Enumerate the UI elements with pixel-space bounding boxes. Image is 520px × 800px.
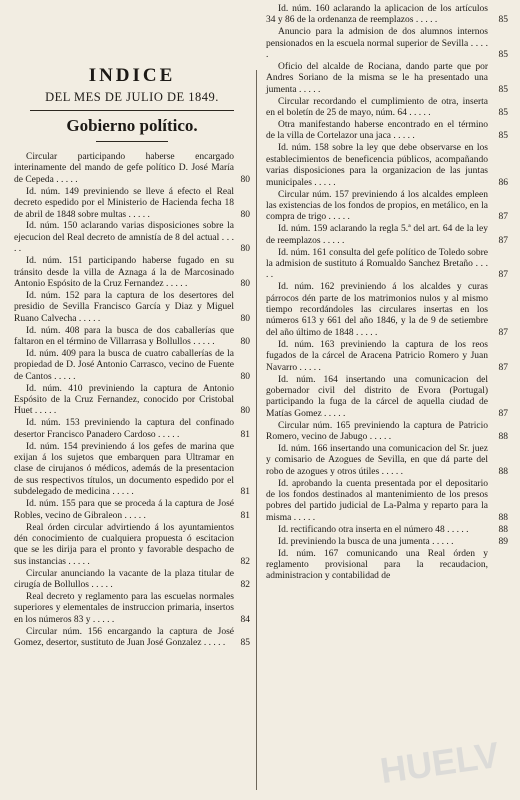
page-number: 85: [498, 15, 508, 26]
index-entry: [14, 384, 250, 418]
entry-text: Circular anunciando la vacante de la plaza titular de cirugía de Bollullos: [14, 568, 234, 591]
page-number: 82: [240, 556, 250, 567]
entry-text: Id. núm. 154 previniendo á los gefes de marina que exijan á los sujetos que embarquen para Ultramar en clase de cirujanos ó médicos, además de la presentacion de sus respectivos títulos, un documento espedido por el subdelegado de medicina: [14, 441, 234, 498]
page-number: 84: [240, 614, 250, 625]
index-title: INDICE: [88, 65, 176, 86]
page-number: 80: [240, 371, 250, 382]
page-number: 87: [498, 408, 508, 419]
left-entry-list: [14, 152, 250, 649]
index-entry: [266, 97, 508, 120]
title-rule: [30, 110, 234, 111]
entry-text: Real órden circular advirtiendo á los ayuntamientos dén conocimiento de cualquiera propuesta ó escitacion que se les dirija para el pronto y favorable despacho de sus instancias: [14, 522, 234, 567]
entry-text: Real decreto y reglamento para las escuelas normales superiores y elementales de instruccion primaria, insertos en los números 83 y: [14, 591, 234, 625]
index-entry: [266, 537, 508, 548]
index-entry: [14, 569, 250, 592]
page-number: 81: [240, 510, 250, 521]
leader-dots: . . . . .: [321, 408, 346, 419]
entry-text: Circular recordando el cumplimiento de otra, inserta en el boletín de 25 de mayo, núm. 64: [266, 96, 488, 119]
entry-text: Id. aprobando la cuenta presentada por el depositario de los fondos destinados al mantenimiento de los presos pobres del partido judicial de La-Palma y reparto para la misma: [266, 478, 488, 523]
index-entry: [266, 62, 508, 96]
leader-dots: . . . . .: [190, 337, 215, 347]
page-number: 81: [240, 487, 250, 498]
leader-dots: . . . . .: [88, 580, 113, 591]
leader-dots: . . . . .: [126, 209, 150, 220]
entry-text: Id. núm. 161 consulta del gefe político de Toledo sobre la admision de sustituto á Romualdo Sanchez Bretaño: [266, 247, 488, 269]
index-entry: [266, 340, 508, 374]
page-number: 87: [498, 235, 508, 246]
leader-dots: . . . . .: [413, 15, 438, 26]
index-entry: [266, 27, 508, 61]
leader-dots: . . . . .: [51, 371, 76, 382]
leader-dots: . . . . .: [297, 362, 321, 373]
index-entry: [14, 442, 250, 499]
entry-text: Id. núm. 155 para que se proceda á la captura de José Robles, vecino de Gibraleon: [14, 499, 234, 521]
index-entry: [266, 525, 508, 536]
index-entry: [14, 256, 250, 290]
entry-text: Circular participando haberse encargado interinamente del mando de gefe político D. José María de Cepeda: [14, 152, 234, 185]
index-entry: [266, 421, 508, 444]
right-entry-list: [266, 4, 508, 583]
index-entry: [266, 375, 508, 421]
entry-text: Id. núm. 410 previniendo la captura de Antonio Espósito de la Cruz Fernandez, conocido por Cristobal Huet: [14, 383, 234, 417]
entry-text: Id. núm. 409 para la busca de cuatro caballerías de la propiedad de D. José Antonio Carrasco, vecino de Fuente de Cantos: [14, 348, 234, 382]
index-entry: [266, 479, 508, 525]
page-number: 88: [498, 432, 508, 443]
entry-text: Circular núm. 165 previniendo la captura de Patricio Romero, vecino de Jabugo: [266, 420, 488, 443]
leader-dots: . . . . .: [155, 429, 180, 440]
index-entry: [14, 221, 250, 255]
index-entry: [266, 549, 508, 583]
page-number: 87: [498, 212, 508, 223]
entry-text: Id. rectificando otra inserta en el número 48: [278, 524, 445, 535]
entry-text: Id. núm. 164 insertando una comunicacion del gobernador civil del distrito de Evora (Portugal) participando la fuga de la cárcel de aquella ciudad de Matías Gomez: [266, 374, 488, 419]
page-number: 87: [498, 362, 508, 373]
page-number: 86: [498, 177, 508, 188]
entry-text: Circular núm. 156 encargando la captura de José Gomez, desertor, sustituto de Juan José Gonzalez: [14, 626, 234, 649]
entry-text: Circular núm. 157 previniendo á los alcaldes empleen las existencias de los fondos de propios, en metálico, en la compra de trigo: [266, 189, 488, 223]
leader-dots: . . . . .: [326, 212, 350, 223]
entry-text: Id. núm. 153 previniendo la captura del confinado desertor Francisco Panadero Cardoso: [14, 418, 234, 440]
page-number: 80: [240, 313, 250, 324]
library-watermark: HUELV: [377, 733, 502, 792]
page-number: 87: [498, 270, 508, 281]
entry-text: Otra manifestando haberse encontrado en el término de la villa de Cortelazor una jaca: [266, 120, 488, 142]
column-divider: [256, 70, 257, 790]
index-subtitle: DEL MES DE JULIO DE 1849.: [45, 90, 219, 104]
index-entry: [14, 499, 250, 522]
right-column: [266, 0, 508, 800]
index-entry: [14, 152, 250, 186]
entry-text: Id. núm. 163 previniendo la captura de los reos fugados de la cárcel de Aracena Patricio Romero y Juan Navarro: [266, 339, 488, 373]
entry-text: Id. núm. 150 aclarando varias disposiciones sobre la ejecucion del Real decreto de amnistía de 8 del actual: [14, 221, 234, 243]
index-entry: [266, 4, 508, 27]
index-entry: [266, 190, 508, 224]
page-number: 80: [240, 174, 250, 185]
page-number: 80: [240, 406, 250, 417]
entry-text: Oficio del alcalde de Rociana, dando parte que por Andres Soriano de la misma se le ha presentado una jumenta: [266, 62, 488, 95]
page-number: 80: [240, 244, 250, 255]
entry-text: Id. núm. 160 aclarando la aplicacion de los artículos 34 y 86 de la ordenanza de reemplazos: [266, 4, 488, 26]
leader-dots: . . . . .: [110, 487, 134, 498]
entry-text: Id. núm. 408 para la busca de dos caballerías que faltaron en el término de Villarrasa y Bollullos: [14, 325, 234, 347]
leader-dots: . . . . .: [122, 510, 146, 521]
leader-dots: . . . . .: [65, 556, 90, 567]
left-column: [14, 0, 250, 800]
leader-dots: . . . . .: [391, 131, 415, 142]
leader-dots: . . . . .: [266, 258, 488, 281]
entry-text: Id. previniendo la busca de una jumenta: [278, 536, 430, 547]
index-entry: [14, 326, 250, 349]
index-entry: [266, 120, 508, 143]
entry-text: Id. núm. 152 para la captura de los desertores del presidio de Sevilla Francisco García y Diaz y Miguel Ruano Calvecha: [14, 290, 234, 324]
index-entry: [14, 627, 250, 650]
page-number: 81: [240, 429, 250, 440]
entry-text: Anuncio para la admision de dos alumnos internos pensionados en la escuela normal superior de Sevilla: [266, 27, 488, 49]
leader-dots: . . . . .: [367, 432, 392, 443]
leader-dots: . . . . .: [353, 327, 378, 338]
entry-text: Id. núm. 151 participando haberse fugado en su tránsito desde la villa de Aznaga á la de Marcosinado Antonio Espósito de la Cruz Fernandez: [14, 256, 234, 289]
page-number: 80: [240, 278, 250, 289]
page-number: 85: [498, 84, 508, 95]
leader-dots: . . . . .: [311, 177, 336, 188]
entry-text: Id. núm. 159 aclarando la regla 5.ª del art. 64 de la ley de reemplazos: [266, 224, 488, 246]
index-entry: [14, 418, 250, 441]
leader-dots: . . . . .: [53, 174, 78, 185]
page-number: 88: [498, 524, 508, 535]
entry-text: Id. núm. 162 previniendo á los alcaldes y curas párrocos dén parte de los matrimonios nulos y al mismo tiempo recordándoles las circulares insertas en los números 613 y 661 del año 1846, y la de 9 de setiembre del año último de 1848: [266, 282, 488, 338]
page-number: 80: [240, 209, 250, 220]
index-entry: [266, 444, 508, 478]
leader-dots: . . . . .: [320, 235, 345, 246]
entry-text: Id. núm. 167 comunicando una Real órden y reglamento provisional para la recaudacion, administracion y contabilidad de: [266, 548, 488, 582]
page-number: 85: [498, 50, 508, 61]
leader-dots: . . . . .: [291, 512, 316, 523]
leader-dots: . . . . .: [90, 614, 115, 625]
page-number: 85: [498, 108, 508, 119]
leader-dots: . . . . .: [32, 406, 57, 417]
index-entry: [266, 282, 508, 339]
index-entry: [266, 224, 508, 247]
section-rule: [96, 141, 168, 142]
leader-dots: . . . . .: [444, 524, 469, 535]
index-entry: [14, 291, 250, 325]
leader-dots: . . . . .: [14, 232, 234, 255]
page-number: 88: [498, 466, 508, 477]
section-heading: Gobierno político.: [66, 116, 198, 135]
leader-dots: . . . . .: [406, 108, 431, 119]
page-number: 80: [240, 337, 250, 347]
index-entry: [14, 592, 250, 626]
page-number: 87: [498, 327, 508, 338]
index-entry: [266, 143, 508, 189]
page-number: 89: [498, 536, 508, 547]
index-entry: [14, 187, 250, 221]
leader-dots: . . . . .: [296, 84, 321, 95]
leader-dots: . . . . .: [76, 313, 101, 324]
page-number: 88: [498, 512, 508, 523]
page-number: 85: [498, 131, 508, 142]
entry-text: Id. núm. 166 insertando una comunicacion del Sr. juez y comisario de Azogues de Sevilla, en que dá parte del robo de azogues y otros útiles: [266, 443, 488, 477]
page-number: 85: [240, 638, 250, 649]
leader-dots: . . . . .: [163, 278, 188, 289]
leader-dots: . . . . .: [201, 638, 226, 649]
leader-dots: . . . . .: [379, 466, 403, 477]
entry-text: Id. núm. 158 sobre la ley que debe observarse en los establecimientos de beneficencia públicos, acompañando varias disposiciones para la organizacion de las juntas municipales: [266, 143, 488, 188]
index-entry: [266, 248, 508, 282]
index-entry: [14, 349, 250, 383]
index-entry: [14, 523, 250, 569]
leader-dots: . . . . .: [266, 38, 488, 61]
page-number: 82: [240, 580, 250, 591]
leader-dots: . . . . .: [429, 536, 454, 547]
entry-text: Id. núm. 149 previniendo se lleve á efecto el Real decreto espedido por el Ministerio de Hacienda fecha 18 de abril de 1848 sobre multas: [14, 186, 234, 220]
